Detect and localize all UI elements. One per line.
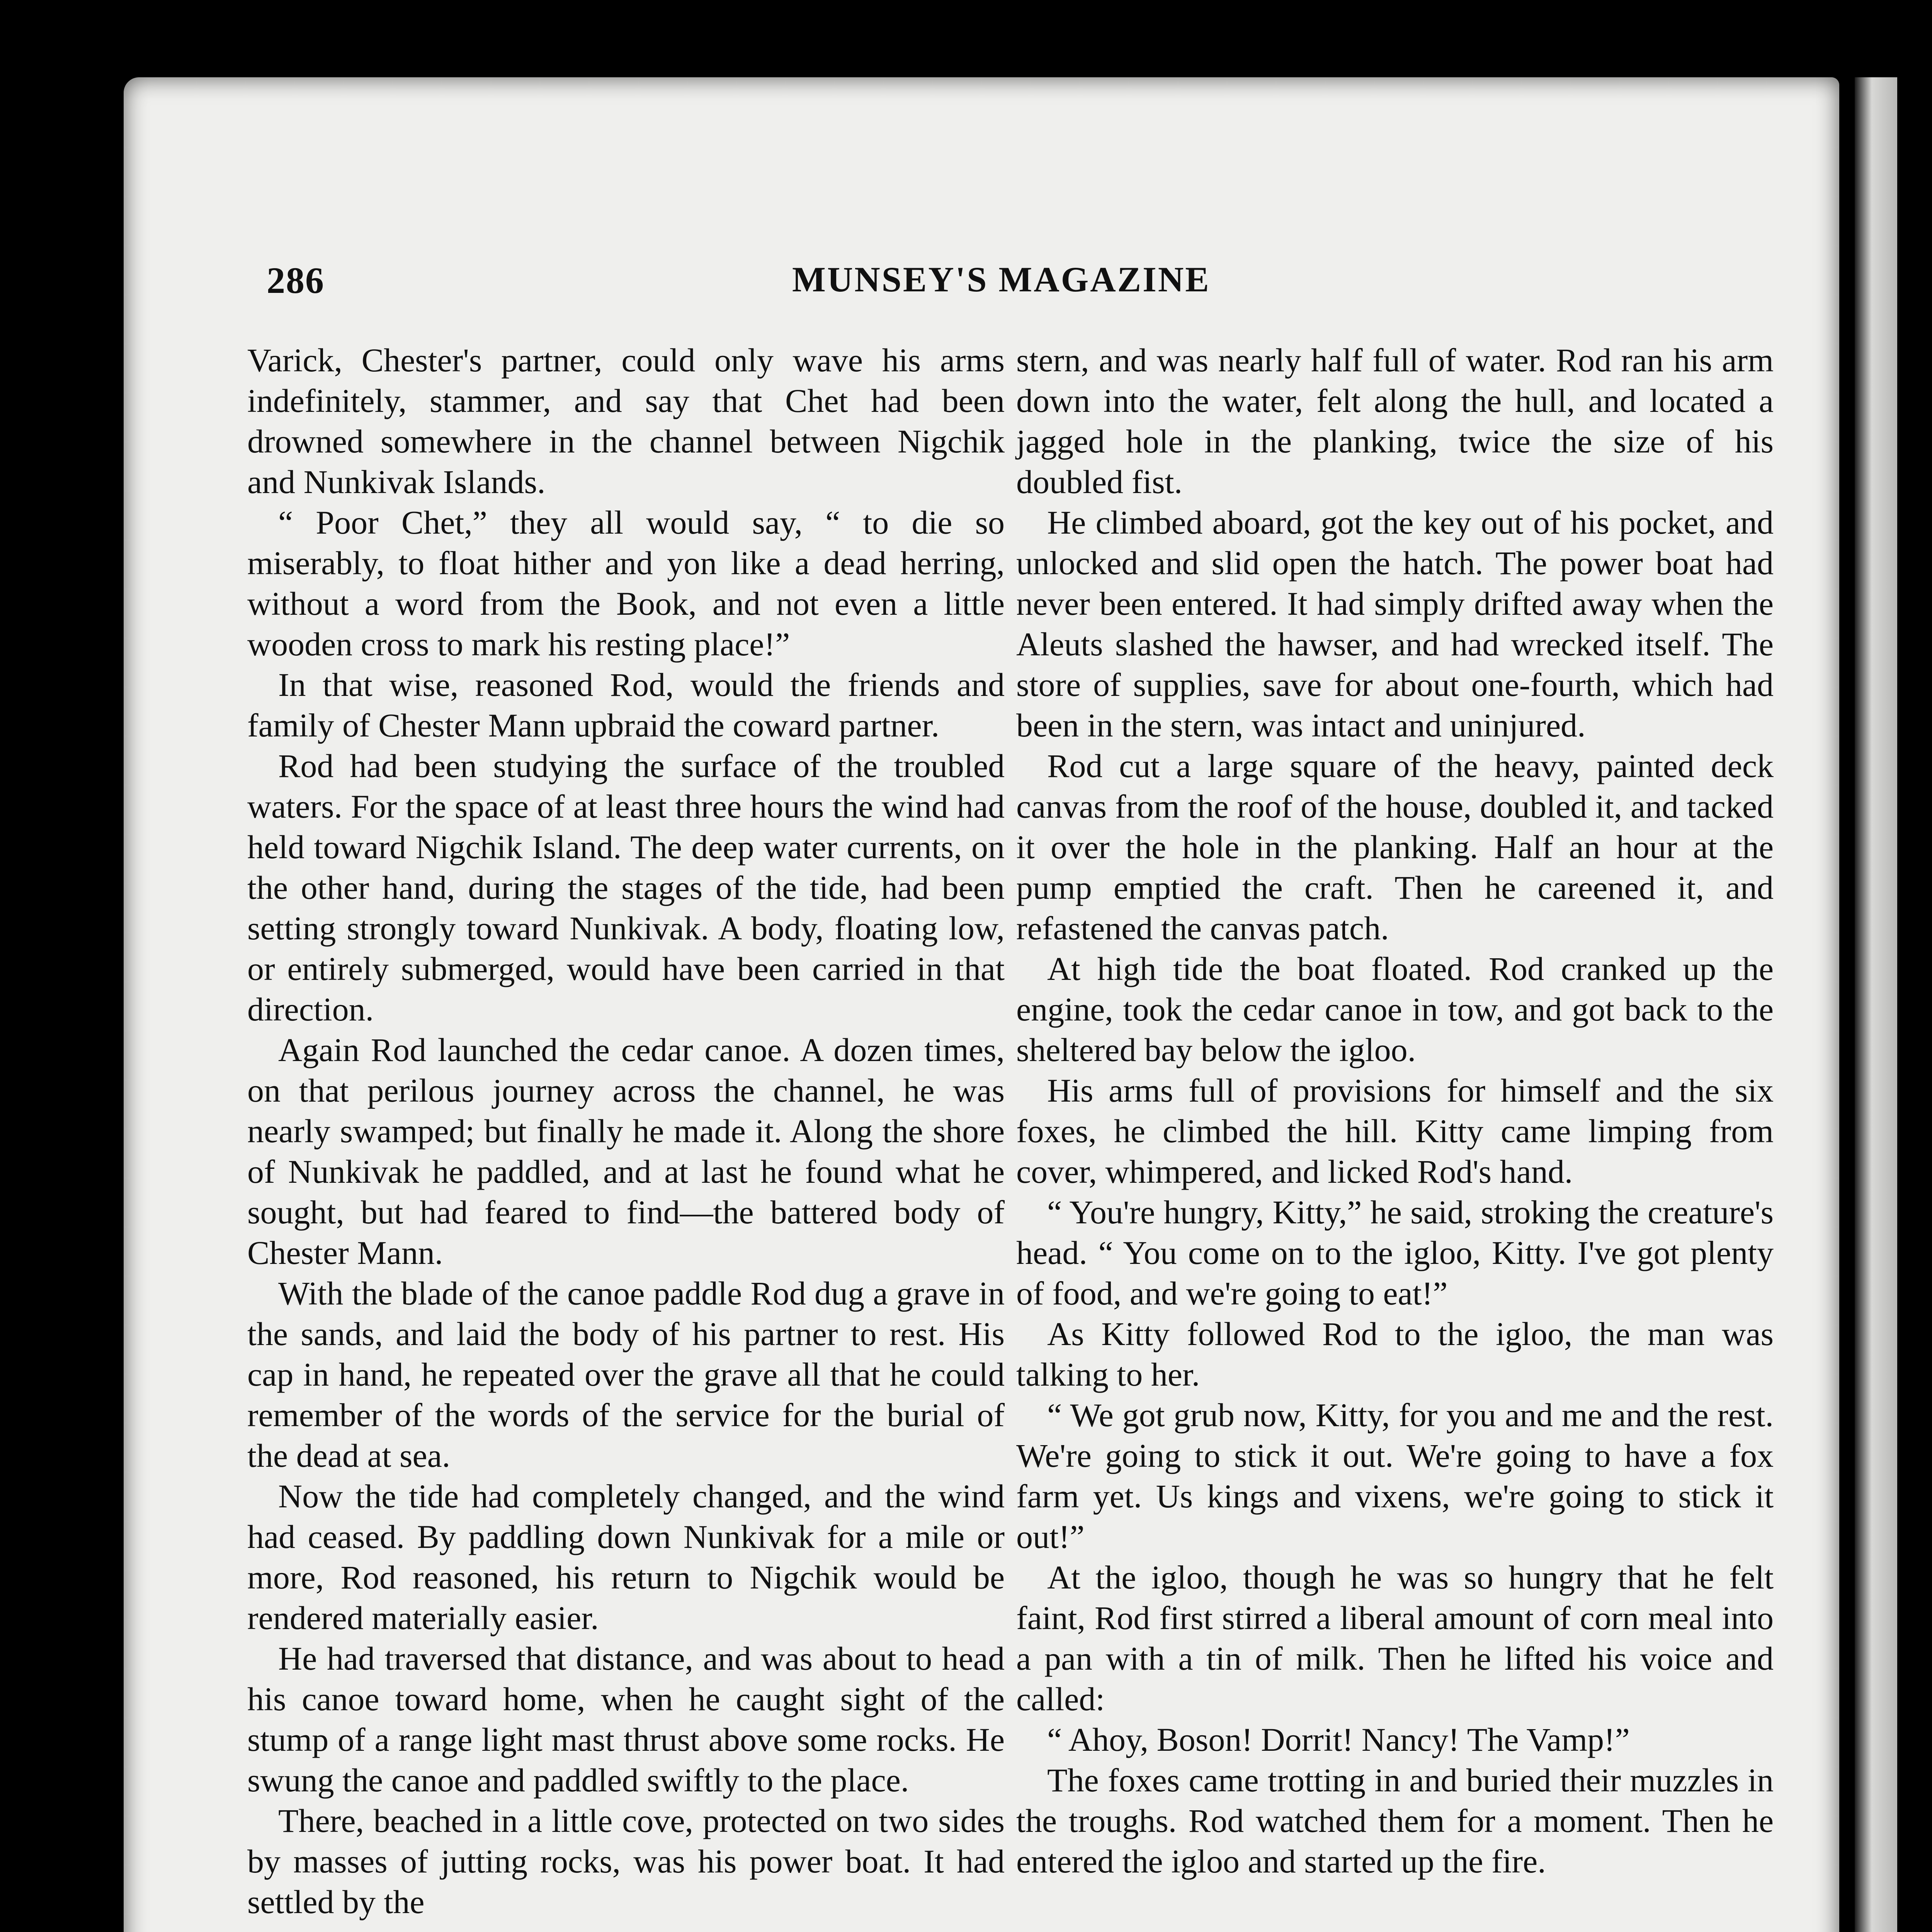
paragraph: There, beached in a little cove, protected on two sides by masses of jutting rocks, was his power boat. It had settled by the — [247, 1802, 1005, 1920]
paragraph: He had traversed that distance, and was about to head his canoe toward home, when he caught sight of the stump of a range light mast thrust above some rocks. He swung the canoe and paddled swiftly to the place. — [247, 1640, 1005, 1799]
magazine-title: MUNSEY'S MAGAZINE — [792, 260, 1211, 299]
paragraph: “ Ahoy, Boson! Dorrit! Nancy! The Vamp!” — [1047, 1721, 1630, 1758]
page-number: 286 — [267, 260, 325, 301]
paragraph: Again Rod launched the cedar canoe. A dozen times, on that perilous journey across the channel, he was nearly swamped; but finally he made it. Along the shore of Nunkivak he paddled, and at last he found what he sought, but had feared to find—the battered body of Chester Mann. — [247, 1031, 1005, 1271]
paragraph: His arms full of provisions for himself and the six foxes, he climbed the hill. Kitty came limping from cover, whimpered, and licked Rod's hand. — [1016, 1072, 1774, 1190]
paragraph: At high tide the boat floated. Rod cranked up the engine, took the cedar canoe in tow, and got back to the sheltered bay below the igloo. — [1016, 950, 1774, 1068]
paragraph: The foxes came trotting in and buried their muzzles in the troughs. Rod watched them for a moment. Then he entered the igloo and started up the fire. — [1016, 1762, 1774, 1880]
paragraph: “ You're hungry, Kitty,” he said, stroking the creature's head. “ You come on to the igloo, Kitty. I've got plenty of food, and we're going to eat!” — [1016, 1194, 1774, 1312]
paragraph: As Kitty followed Rod to the igloo, the man was talking to her. — [1016, 1315, 1774, 1393]
paragraph: In that wise, reasoned Rod, would the friends and family of Chester Mann upbraid the coward partner. — [247, 666, 1005, 744]
paragraph: Varick, Chester's partner, could only wave his arms indefinitely, stammer, and say that Chet had been drowned somewhere in the channel between Nigchik and Nunkivak Islands. — [247, 342, 1005, 500]
left-text-column — [247, 340, 1005, 1932]
next-page-edge — [1855, 77, 1897, 1932]
paragraph: Rod cut a large square of the heavy, painted deck canvas from the roof of the house, doubled it, and tacked it over the hole in the planking. Half an hour at the pump emptied the craft. Then he careened it, and refastened the canvas patch. — [1016, 747, 1774, 947]
paragraph: “ Poor Chet,” they all would say, “ to die so miserably, to float hither and yon like a dead herring, without a word from the Book, and not even a little wooden cross to mark his resting place!” — [247, 504, 1005, 663]
paragraph: At the igloo, though he was so hungry that he felt faint, Rod first stirred a liberal amount of corn meal into a pan with a tin of milk. Then he lifted his voice and called: — [1016, 1559, 1774, 1718]
paragraph: stern, and was nearly half full of water. Rod ran his arm down into the water, felt along the hull, and located a jagged hole in the planking, twice the size of his doubled fist. — [1016, 342, 1774, 500]
paragraph: Rod had been studying the surface of the troubled waters. For the space of at least three hours the wind had held toward Nigchik Island. The deep water currents, on the other hand, during the stages of the tide, had been setting strongly toward Nunkivak. A body, floating low, or entirely submerged, would have been carried in that direction. — [247, 747, 1005, 1028]
running-head — [267, 259, 1735, 309]
paragraph: He climbed aboard, got the key out of his pocket, and unlocked and slid open the hatch. The power boat had never been entered. It had simply drifted away when the Aleuts slashed the hawser, and had wrecked itself. The store of supplies, save for about one-fourth, which had been in the stern, was intact and uninjured. — [1016, 504, 1774, 744]
paragraph: “ We got grub now, Kitty, for you and me and the rest. We're going to stick it out. We're going to have a fox farm yet. Us kings and vixens, we're going to stick it out!” — [1016, 1396, 1774, 1555]
right-text-column — [1016, 340, 1774, 1932]
paragraph: With the blade of the canoe paddle Rod dug a grave in the sands, and laid the body of his partner to rest. His cap in hand, he repeated over the grave all that he could remember of the words of the service for the burial of the dead at sea. — [247, 1275, 1005, 1474]
paragraph: Now the tide had completely changed, and the wind had ceased. By paddling down Nunkivak for a mile or more, Rod reasoned, his return to Nigchik would be rendered materially easier. — [247, 1478, 1005, 1636]
